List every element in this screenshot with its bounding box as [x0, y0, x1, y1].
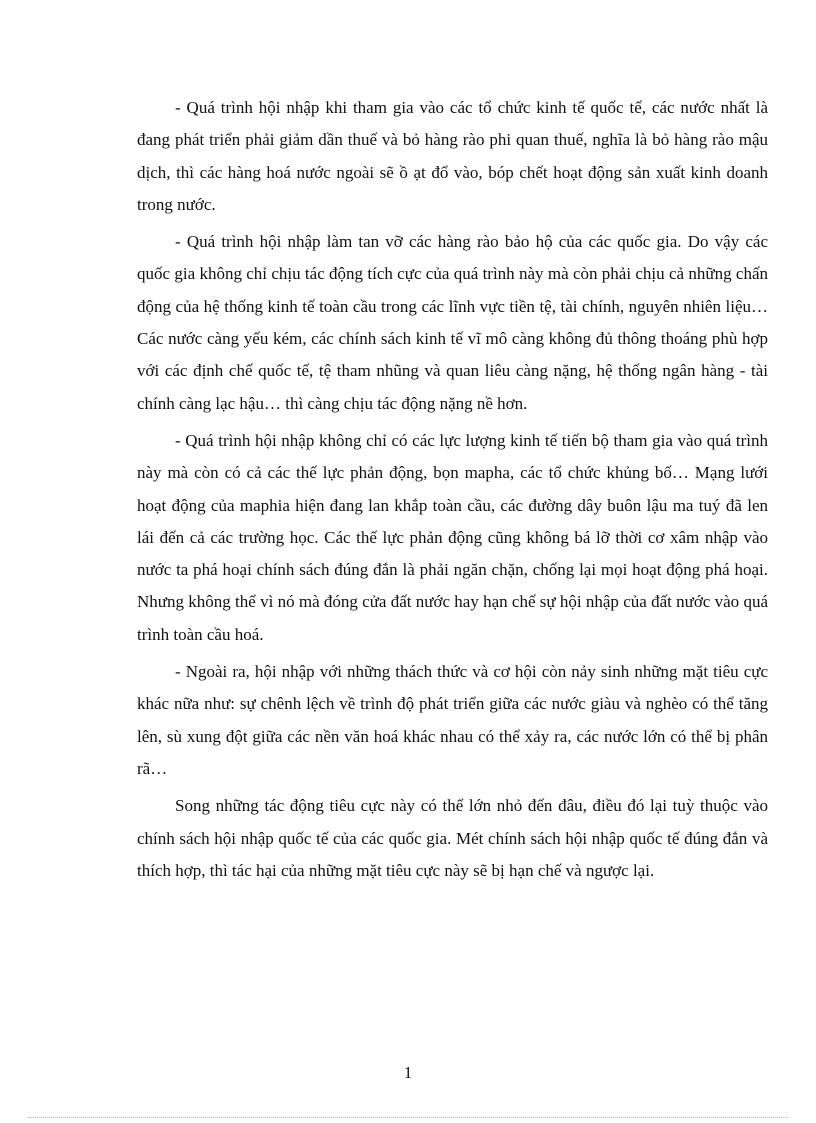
paragraph-reactionary-forces: - Quá trình hội nhập không chỉ có các lực lượng kinh tế tiến bộ tham gia vào quá trình này mà còn có cả các thế lực phản động, bọn mapha, các tổ chức khủng bố… Mạng lưới hoạt động của maphia hiện đang lan khắp toàn cầu, các đường dây buôn lậu ma tuý đã len lái đến cả các trường học. Các thế lực phản động cũng không bá lỡ thời cơ xâm nhập vào nước ta phá hoại chính sách đúng đắn là phải ngăn chặn, chống lại mọi hoạt động phá hoại. Nhưng không thể vì nó mà đóng cửa đất nước hay hạn chế sự hội nhập của đất nước vào quá trình toàn cầu hoá.	[137, 430, 768, 644]
page-bottom-divider	[28, 1117, 788, 1118]
paragraph-global-shocks: - Quá trình hội nhập làm tan vỡ các hàng rào bảo hộ của các quốc gia. Do vậy các quốc gia không chỉ chịu tác động tích cực của quá trình này mà còn phải chịu cả những chấn động của hệ thống kinh tế toàn cầu trong các lĩnh vực tiền tệ, tài chính, nguyên nhiên liệu… Các nước càng yếu kém, các chính sách kinh tế vĩ mô càng không đủ thông thoáng phù hợp với các định chế quốc tế, tệ tham nhũng và quan liêu càng nặng, hệ thống ngân hàng - tài chính càng lạc hậu… thì càng chịu tác động nặng nề hơn.	[137, 232, 768, 413]
page-number: 1	[403, 1063, 413, 1082]
document-body	[137, 92, 768, 892]
paragraph-other-negatives: - Ngoài ra, hội nhập với những thách thức và cơ hội còn nảy sinh những mặt tiêu cực khác nữa như: sự chênh lệch về trình độ phát triển giữa các nước giàu và nghèo có thể tăng lên, sù xung đột giữa các nền văn hoá khác nhau có thể xảy ra, các nước lớn có thể bị phân rã…	[137, 662, 768, 778]
paragraph-import-competition: - Quá trình hội nhập khi tham gia vào các tổ chức kinh tế quốc tế, các nước nhất là đang phát triển phải giảm dần thuế và bỏ hàng rào phi quan thuế, nghĩa là bỏ hàng rào mậu dịch, thì các hàng hoá nước ngoài sẽ ồ ạt đổ vào, bóp chết hoạt động sản xuất kinh doanh trong nước.	[137, 98, 768, 214]
paragraph-conclusion: Song những tác động tiêu cực này có thể lớn nhỏ đến đâu, điều đó lại tuỳ thuộc vào chính sách hội nhập quốc tế của các quốc gia. Mét chính sách hội nhập quốc tế đúng đắn và thích hợp, thì tác hại của những mặt tiêu cực này sẽ bị hạn chế và ngược lại.	[137, 796, 768, 880]
